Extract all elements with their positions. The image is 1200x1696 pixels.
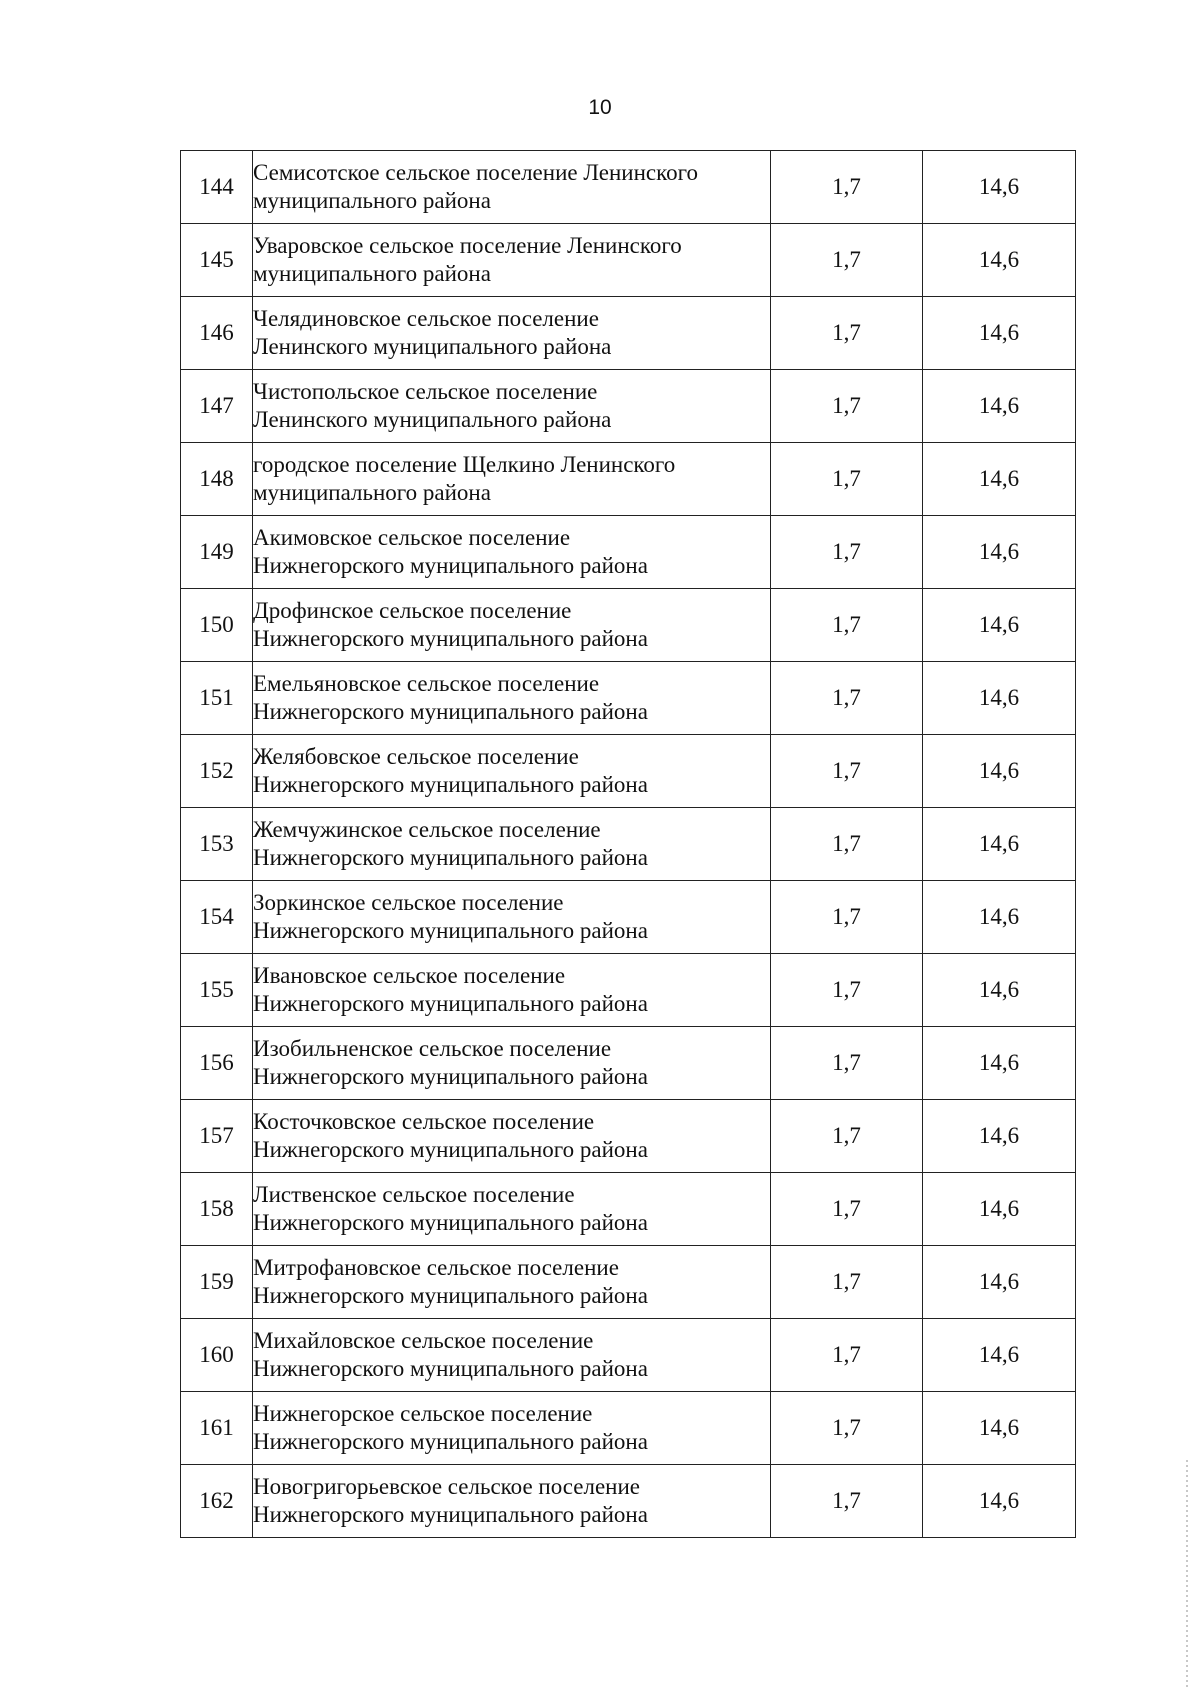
- row-number: 147: [181, 370, 253, 443]
- value-column-2: 14,6: [923, 1392, 1076, 1465]
- settlement-name: [253, 516, 771, 589]
- table-row: [181, 662, 1076, 735]
- settlement-name-line1: Лиственское сельское поселение: [253, 1182, 575, 1207]
- settlement-name-line2: Нижнегорского муниципального района: [253, 1064, 648, 1089]
- settlement-name-line1: Дрофинское сельское поселение: [253, 598, 572, 623]
- table-row: [181, 1319, 1076, 1392]
- value-column-2: 14,6: [923, 954, 1076, 1027]
- value-column-2: 14,6: [923, 735, 1076, 808]
- value-column-1: 1,7: [771, 1465, 923, 1538]
- table-row: [181, 808, 1076, 881]
- settlement-name: [253, 1465, 771, 1538]
- value-column-2: 14,6: [923, 151, 1076, 224]
- settlement-name-line2: муниципального района: [253, 480, 491, 505]
- settlement-name-line2: Нижнегорского муниципального района: [253, 1429, 648, 1454]
- value-column-2: 14,6: [923, 1319, 1076, 1392]
- settlement-name: [253, 662, 771, 735]
- row-number: 145: [181, 224, 253, 297]
- table-row: [181, 151, 1076, 224]
- settlement-name-line1: Косточковское сельское поселение: [253, 1109, 595, 1134]
- table-row: [181, 1100, 1076, 1173]
- settlement-name-line2: Нижнегорского муниципального района: [253, 1137, 648, 1162]
- value-column-2: 14,6: [923, 443, 1076, 516]
- value-column-1: 1,7: [771, 1246, 923, 1319]
- value-column-1: 1,7: [771, 881, 923, 954]
- settlement-name-line2: Нижнегорского муниципального района: [253, 918, 648, 943]
- row-number: 157: [181, 1100, 253, 1173]
- settlement-name: [253, 1319, 771, 1392]
- value-column-1: 1,7: [771, 1392, 923, 1465]
- settlement-name-line2: муниципального района: [253, 188, 491, 213]
- settlement-name-line1: Зоркинское сельское поселение: [253, 890, 564, 915]
- settlement-name-line1: Уваровское сельское поселение Ленинского: [253, 233, 682, 258]
- value-column-2: 14,6: [923, 589, 1076, 662]
- settlement-name: [253, 808, 771, 881]
- scan-margin-mark: [1186, 1460, 1188, 1690]
- settlement-name: [253, 589, 771, 662]
- value-column-2: 14,6: [923, 881, 1076, 954]
- table-row: [181, 1027, 1076, 1100]
- value-column-2: 14,6: [923, 297, 1076, 370]
- table-row: [181, 443, 1076, 516]
- settlement-name-line2: Нижнегорского муниципального района: [253, 845, 648, 870]
- table-row: [181, 516, 1076, 589]
- settlement-name: [253, 370, 771, 443]
- row-number: 155: [181, 954, 253, 1027]
- row-number: 149: [181, 516, 253, 589]
- settlement-name-line2: Ленинского муниципального района: [253, 334, 612, 359]
- value-column-2: 14,6: [923, 1246, 1076, 1319]
- value-column-1: 1,7: [771, 808, 923, 881]
- settlement-name: [253, 297, 771, 370]
- row-number: 160: [181, 1319, 253, 1392]
- value-column-1: 1,7: [771, 370, 923, 443]
- table-row: [181, 589, 1076, 662]
- value-column-1: 1,7: [771, 224, 923, 297]
- row-number: 159: [181, 1246, 253, 1319]
- value-column-2: 14,6: [923, 1100, 1076, 1173]
- row-number: 154: [181, 881, 253, 954]
- settlement-name: [253, 1100, 771, 1173]
- row-number: 148: [181, 443, 253, 516]
- value-column-2: 14,6: [923, 370, 1076, 443]
- table-row: [181, 1465, 1076, 1538]
- row-number: 144: [181, 151, 253, 224]
- settlement-name-line1: Семисотское сельское поселение Ленинского: [253, 160, 698, 185]
- table-row: [181, 1392, 1076, 1465]
- table-body: [181, 151, 1076, 1538]
- settlement-name-line2: Нижнегорского муниципального района: [253, 553, 648, 578]
- settlement-name-line1: Чистопольское сельское поселение: [253, 379, 598, 404]
- row-number: 161: [181, 1392, 253, 1465]
- table-row: [181, 881, 1076, 954]
- value-column-1: 1,7: [771, 443, 923, 516]
- value-column-2: 14,6: [923, 808, 1076, 881]
- settlement-name: [253, 1027, 771, 1100]
- value-column-1: 1,7: [771, 1027, 923, 1100]
- settlement-name-line2: Нижнегорского муниципального района: [253, 991, 648, 1016]
- settlement-name: [253, 1392, 771, 1465]
- value-column-1: 1,7: [771, 1173, 923, 1246]
- settlement-name-line2: Нижнегорского муниципального района: [253, 1210, 648, 1235]
- settlement-name-line2: Ленинского муниципального района: [253, 407, 612, 432]
- settlement-name-line2: муниципального района: [253, 261, 491, 286]
- settlement-name-line1: Ивановское сельское поселение: [253, 963, 566, 988]
- settlement-name-line1: Новогригорьевское сельское поселение: [253, 1474, 641, 1499]
- table-row: [181, 297, 1076, 370]
- row-number: 162: [181, 1465, 253, 1538]
- table-row: [181, 954, 1076, 1027]
- value-column-1: 1,7: [771, 151, 923, 224]
- settlement-name-line1: Емельяновское сельское поселение: [253, 671, 600, 696]
- row-number: 150: [181, 589, 253, 662]
- settlement-name-line2: Нижнегорского муниципального района: [253, 772, 648, 797]
- settlement-name-line2: Нижнегорского муниципального района: [253, 626, 648, 651]
- table-row: [181, 224, 1076, 297]
- settlement-name: [253, 1173, 771, 1246]
- settlement-name: [253, 224, 771, 297]
- settlement-name-line1: Нижнегорское сельское поселение: [253, 1401, 593, 1426]
- value-column-2: 14,6: [923, 224, 1076, 297]
- value-column-1: 1,7: [771, 954, 923, 1027]
- settlement-name-line1: городское поселение Щелкино Ленинского: [253, 452, 676, 477]
- value-column-1: 1,7: [771, 589, 923, 662]
- settlement-name-line2: Нижнегорского муниципального района: [253, 1502, 648, 1527]
- value-column-2: 14,6: [923, 1173, 1076, 1246]
- settlements-table: [180, 150, 1076, 1538]
- settlement-name: [253, 954, 771, 1027]
- value-column-2: 14,6: [923, 1465, 1076, 1538]
- page-number: 10: [588, 96, 612, 119]
- settlement-name: [253, 151, 771, 224]
- value-column-1: 1,7: [771, 735, 923, 808]
- settlement-name-line1: Желябовское сельское поселение: [253, 744, 579, 769]
- value-column-2: 14,6: [923, 662, 1076, 735]
- value-column-1: 1,7: [771, 662, 923, 735]
- settlement-name-line1: Акимовское сельское поселение: [253, 525, 571, 550]
- value-column-1: 1,7: [771, 516, 923, 589]
- settlement-name-line1: Жемчужинское сельское поселение: [253, 817, 601, 842]
- row-number: 152: [181, 735, 253, 808]
- row-number: 146: [181, 297, 253, 370]
- settlement-name: [253, 881, 771, 954]
- table-row: [181, 735, 1076, 808]
- row-number: 153: [181, 808, 253, 881]
- settlement-name-line2: Нижнегорского муниципального района: [253, 1283, 648, 1308]
- row-number: 156: [181, 1027, 253, 1100]
- value-column-1: 1,7: [771, 1319, 923, 1392]
- settlement-name: [253, 1246, 771, 1319]
- settlement-name-line2: Нижнегорского муниципального района: [253, 1356, 648, 1381]
- row-number: 158: [181, 1173, 253, 1246]
- settlement-name-line1: Изобильненское сельское поселение: [253, 1036, 612, 1061]
- value-column-1: 1,7: [771, 297, 923, 370]
- table-row: [181, 1246, 1076, 1319]
- table-row: [181, 370, 1076, 443]
- table-row: [181, 1173, 1076, 1246]
- row-number: 151: [181, 662, 253, 735]
- value-column-2: 14,6: [923, 516, 1076, 589]
- settlement-name-line1: Михайловское сельское поселение: [253, 1328, 594, 1353]
- value-column-2: 14,6: [923, 1027, 1076, 1100]
- settlement-name-line1: Митрофановское сельское поселение: [253, 1255, 619, 1280]
- settlement-name: [253, 443, 771, 516]
- settlement-name: [253, 735, 771, 808]
- settlement-name-line2: Нижнегорского муниципального района: [253, 699, 648, 724]
- settlement-name-line1: Челядиновское сельское поселение: [253, 306, 599, 331]
- value-column-1: 1,7: [771, 1100, 923, 1173]
